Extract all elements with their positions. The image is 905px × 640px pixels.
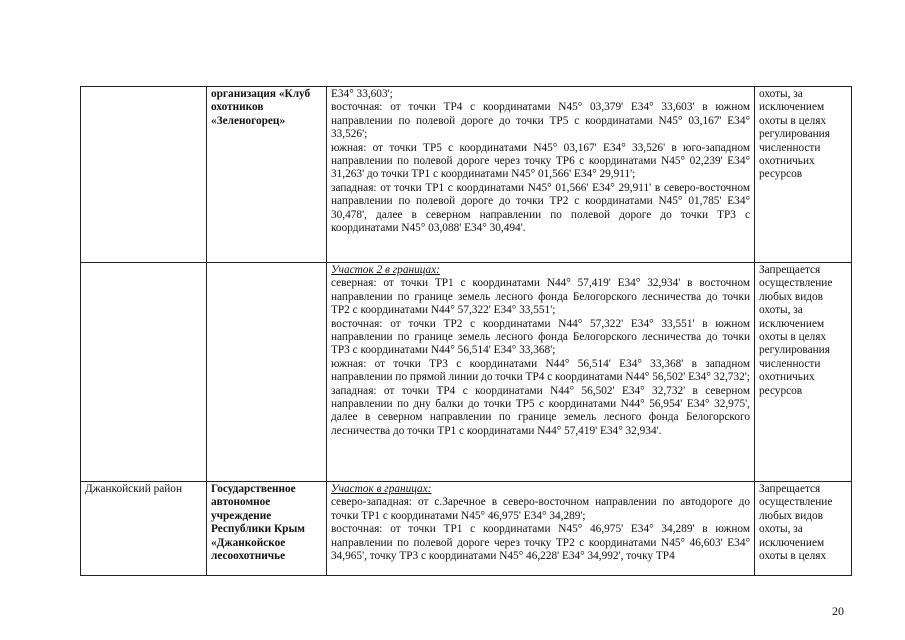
organization-cell: [207, 263, 327, 482]
plot-heading: Участок в границах:: [331, 483, 432, 495]
boundary-paragraph: западная: от точки ТР4 с координатами N44° 56,502' Е34° 32,732' в северном направлении по дну балки до точки ТР5 с координатами N44° 56,954' Е34° 32,975', далее в северном направлении по границе земель лесного фонда Белогорского лесничества до точки ТР1 с координатами N44° 57,419' Е34° 32,934'.: [331, 384, 750, 437]
boundary-paragraph: северо-западная: от с.Заречное в северо-восточном направлении по автодороге до точки ТР1 с координатами N45° 46,975' Е34° 34,289';: [331, 496, 750, 522]
boundaries-cell: [327, 482, 755, 576]
boundaries-cell: [327, 263, 755, 482]
boundary-paragraph: Е34° 33,603';: [331, 88, 393, 100]
boundary-paragraph: южная: от точки ТР5 с координатами N45° 03,167' Е34° 33,526' в юго-западном направлении по полевой дороге через точку ТР6 с координатами N45° 02,239' Е34° 31,263' до точки ТР1 с координатами N45° 01,566' Е34° 29,911';: [331, 141, 750, 181]
boundary-paragraph: южная: от точки ТР3 с координатами N44° 56,514' Е34° 33,368' в западном направлении по прямой линии до точки ТР4 с координатами N44° 56,502' Е34° 32,732';: [331, 357, 750, 384]
boundary-paragraph: северная: от точки ТР1 с координатами N44° 57,419' Е34° 32,934' в восточном направлении по границе земель лесного фонда Белогорского лесничества до точки ТР2 с координатами N44° 57,322' Е34° 33,551';: [331, 277, 750, 317]
restriction-cell: [755, 482, 852, 576]
table-row: [81, 87, 852, 263]
boundary-paragraph: восточная: от точки ТР1 с координатами N45° 46,975' Е34° 34,289' в южном направлении по полевой дороге через точку ТР2 с координатами N45° 46,603' Е34° 34,965', точку ТР3 с координатами N45° 46,228' Е34° 34,992', точку ТР4: [331, 523, 750, 563]
organization-cell: Государственное автономное учреждение Республики Крым «Джанкойское лесоохотничье: [207, 482, 327, 576]
restriction-text: Запрещается осуществление любых видов охоты, за исключением охоты в целях регулирования численности охотничьих ресурсов: [759, 264, 833, 397]
restriction-text: Запрещается осуществление любых видов охоты, за исключением охоты в целях: [759, 483, 833, 563]
boundary-paragraph: западная: от точки ТР1 с координатами N45° 01,566' Е34° 29,911' в северо-восточном направлении по полевой дороге до точки ТР2 с координатами N45° 01,785' Е34° 30,478', далее в северном направлении по полевой дороге до точки ТР3 с координатами N45° 03,088' Е34° 30,494'.: [331, 181, 750, 235]
boundary-paragraph: восточная: от точки ТР4 с координатами N45° 03,379' Е34° 33,603' в южном направлении по полевой дороге до точки ТР5 с координатами N45° 03,167' Е34° 33,526';: [331, 101, 750, 141]
boundaries-cell: [327, 87, 755, 263]
hunting-grounds-table: [80, 86, 852, 576]
boundary-paragraph: восточная: от точки ТР2 с координатами N44° 57,322' Е34° 33,551' в южном направлении по границе земель лесного фонда Белогорского лесничества до точки ТР3 с координатами N44° 56,514' Е34° 33,368';: [331, 317, 750, 357]
page-number: 20: [832, 604, 844, 618]
table-row: [81, 482, 852, 576]
table-row: [81, 263, 852, 482]
restriction-cell: [755, 263, 852, 482]
restriction-cell: [755, 87, 852, 263]
organization-cell: организация «Клуб охотников «Зеленогорец»: [207, 87, 327, 263]
district-cell: [81, 87, 207, 263]
restriction-text: охоты, за исключением охоты в целях регулирования численности охотничьих ресурсов: [759, 88, 830, 181]
district-cell: [81, 263, 207, 482]
district-cell: Джанкойский район: [81, 482, 207, 576]
plot-heading: Участок 2 в границах:: [331, 264, 440, 276]
